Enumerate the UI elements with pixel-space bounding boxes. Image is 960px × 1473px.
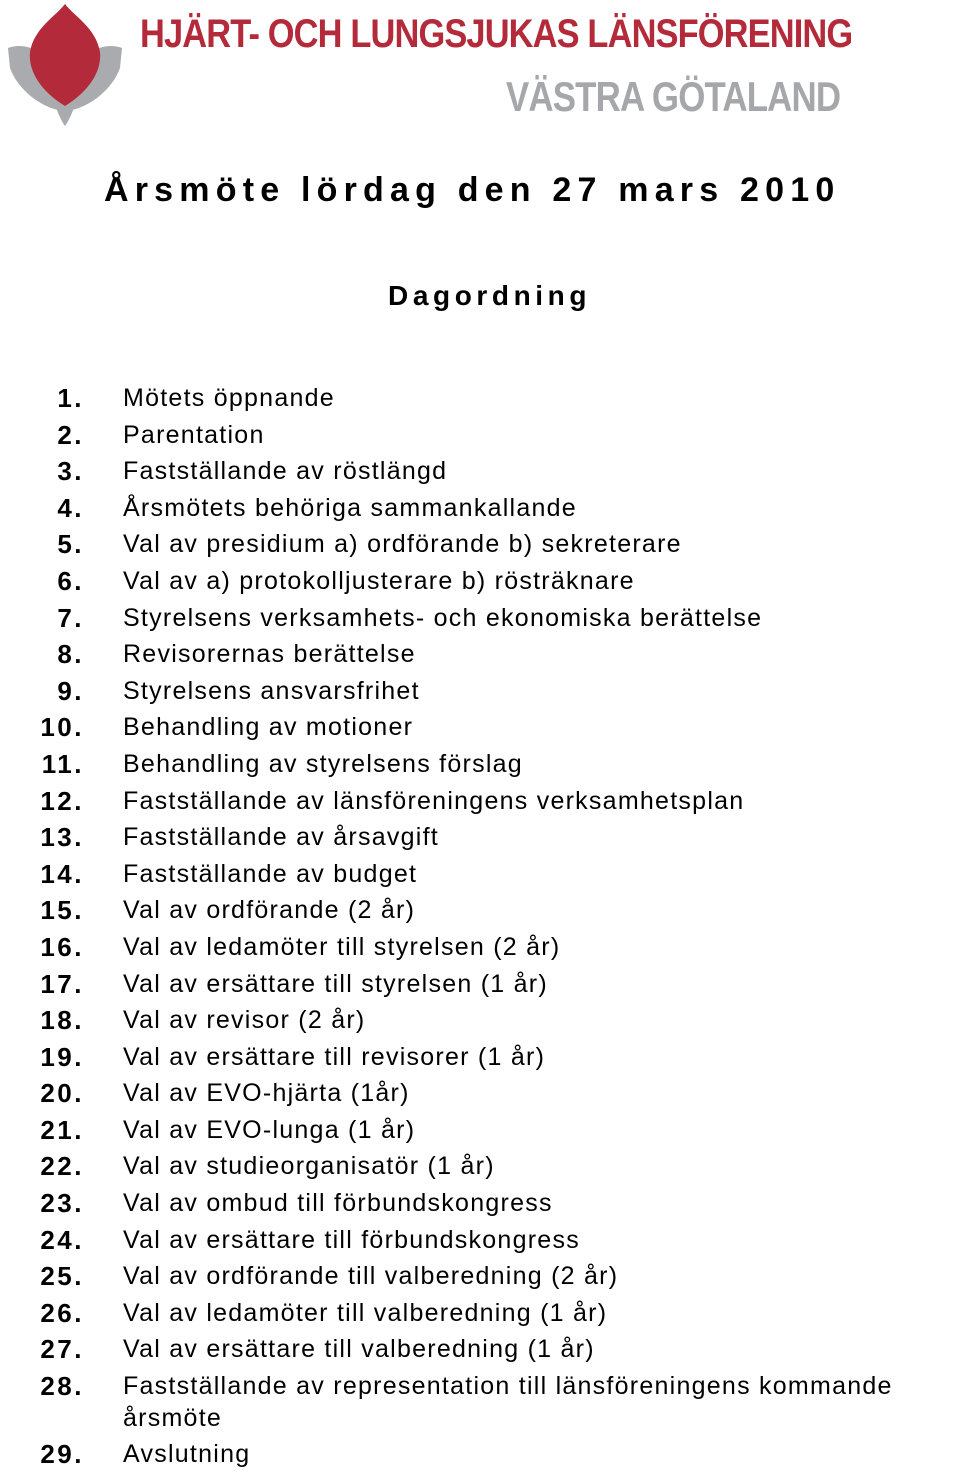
agenda-item-number: 7. bbox=[57, 602, 84, 633]
agenda-item bbox=[0, 709, 960, 746]
agenda-item-number: 19. bbox=[40, 1041, 84, 1072]
agenda-item-text: Val av studieorganisatör (1 år) bbox=[123, 1152, 495, 1181]
agenda-item-number: 29. bbox=[40, 1439, 84, 1470]
agenda-item-text: Revisorernas berättelse bbox=[123, 640, 416, 669]
agenda-item-number: 13. bbox=[40, 822, 84, 853]
agenda-item-number: 28. bbox=[40, 1371, 84, 1402]
agenda-item-number: 1. bbox=[57, 383, 84, 413]
agenda-item-text: Fastställande av röstlängd bbox=[123, 457, 448, 486]
agenda-item bbox=[0, 526, 960, 563]
agenda-item-text: Behandling av motioner bbox=[123, 713, 414, 742]
agenda-item-number: 11. bbox=[41, 748, 84, 779]
agenda-item bbox=[0, 783, 960, 820]
agenda-item bbox=[0, 490, 960, 527]
agenda-item-number: 23. bbox=[40, 1188, 84, 1219]
agenda-item-text: Styrelsens ansvarsfrihet bbox=[123, 676, 420, 705]
agenda-item-number: 24. bbox=[40, 1224, 84, 1255]
agenda-item bbox=[0, 892, 960, 929]
agenda-item-text: Styrelsens verksamhets- och ekonomiska berättelse bbox=[123, 603, 763, 632]
agenda-item-text: Fastställande av representation till länsföreningens kommande årsmöte bbox=[123, 1372, 893, 1433]
agenda-item-text: Årsmötets behöriga sammankallande bbox=[123, 493, 577, 522]
agenda-item bbox=[0, 673, 960, 710]
agenda-item-text: Val av ledamöter till styrelsen (2 år) bbox=[123, 932, 561, 961]
agenda-item-text: Val av EVO-lunga (1 år) bbox=[123, 1115, 416, 1144]
agenda-item-number: 12. bbox=[40, 785, 84, 816]
agenda-item bbox=[0, 1331, 960, 1368]
agenda-item bbox=[0, 380, 960, 417]
agenda-item bbox=[0, 636, 960, 673]
agenda-item bbox=[0, 1258, 960, 1295]
agenda-item-text: Fastställande av länsföreningens verksamhetsplan bbox=[123, 786, 745, 815]
agenda-item bbox=[0, 929, 960, 966]
tulip-logo-icon bbox=[4, 2, 126, 126]
agenda-item-number: 17. bbox=[40, 968, 84, 999]
agenda-item-number: 25. bbox=[40, 1261, 84, 1292]
agenda-item-text: Val av ersättare till förbundskongress bbox=[123, 1225, 580, 1254]
agenda-item-text: Parentation bbox=[123, 420, 265, 449]
agenda-item-text: Fastställande av årsavgift bbox=[123, 823, 439, 852]
agenda-item-number: 10. bbox=[40, 712, 84, 743]
agenda-item-number: 14. bbox=[40, 858, 84, 889]
agenda-item-number: 18. bbox=[40, 1005, 84, 1036]
agenda-item-number: 6. bbox=[57, 565, 84, 596]
agenda-item-text: Val av ersättare till revisorer (1 år) bbox=[123, 1042, 546, 1071]
agenda-item-number: 4. bbox=[57, 492, 84, 523]
agenda-item-number: 15. bbox=[40, 895, 84, 926]
agenda-item bbox=[0, 1295, 960, 1332]
organization-name: HJÄRT- OCH LUNGSJUKAS LÄNSFÖRENING bbox=[140, 12, 853, 56]
agenda-item bbox=[0, 1185, 960, 1222]
agenda-item-text: Val av presidium a) ordförande b) sekreterare bbox=[123, 530, 682, 559]
agenda-item-number: 27. bbox=[40, 1334, 84, 1365]
agenda-item bbox=[0, 856, 960, 893]
agenda-item bbox=[0, 966, 960, 1003]
agenda-list bbox=[0, 380, 960, 1473]
agenda-item-number: 5. bbox=[57, 529, 84, 560]
agenda-item bbox=[0, 819, 960, 856]
letterhead bbox=[0, 0, 960, 140]
agenda-item-text: Val av a) protokolljusterare b) rösträknare bbox=[123, 566, 635, 595]
agenda-item-number: 2. bbox=[57, 419, 84, 450]
agenda-item-text: Val av ordförande (2 år) bbox=[123, 896, 416, 925]
agenda-item-text: Val av ordförande till valberedning (2 år) bbox=[123, 1262, 619, 1291]
agenda-item-text: Val av ombud till förbundskongress bbox=[123, 1189, 553, 1218]
agenda-item bbox=[0, 1002, 960, 1039]
meeting-title: Årsmöte lördag den 27 mars 2010 bbox=[104, 171, 841, 209]
agenda-item-number: 9. bbox=[57, 675, 84, 706]
agenda-item-number: 26. bbox=[40, 1297, 84, 1328]
agenda-item bbox=[0, 1112, 960, 1149]
agenda-item-number: 22. bbox=[40, 1151, 84, 1182]
agenda-item bbox=[0, 600, 960, 637]
agenda-item bbox=[0, 1368, 960, 1436]
agenda-item-number: 16. bbox=[40, 931, 84, 962]
agenda-item-number: 21. bbox=[40, 1114, 84, 1145]
agenda-item-text: Avslutning bbox=[123, 1440, 251, 1469]
agenda-item-text: Behandling av styrelsens förslag bbox=[123, 749, 523, 778]
organization-region: VÄSTRA GÖTALAND bbox=[506, 73, 841, 120]
agenda-item-text: Val av EVO-hjärta (1år) bbox=[123, 1079, 410, 1108]
agenda-item bbox=[0, 746, 960, 783]
agenda-item bbox=[0, 563, 960, 600]
agenda-item bbox=[0, 1222, 960, 1259]
agenda-heading: Dagordning bbox=[388, 280, 592, 311]
agenda-item-number: 20. bbox=[40, 1078, 84, 1109]
agenda-item-text: Val av revisor (2 år) bbox=[123, 1006, 366, 1035]
agenda-item-text: Val av ledamöter till valberedning (1 år) bbox=[123, 1298, 608, 1327]
agenda-item-text: Fastställande av budget bbox=[123, 859, 418, 888]
agenda-item-text: Mötets öppnande bbox=[123, 384, 335, 412]
agenda-item-text: Val av ersättare till styrelsen (1 år) bbox=[123, 969, 548, 998]
agenda-item bbox=[0, 1436, 960, 1473]
agenda-item-text: Val av ersättare till valberedning (1 år) bbox=[123, 1335, 595, 1364]
agenda-item bbox=[0, 1039, 960, 1076]
agenda-item-number: 3. bbox=[57, 456, 84, 487]
agenda-item bbox=[0, 453, 960, 490]
agenda-item bbox=[0, 417, 960, 454]
agenda-item-number: 8. bbox=[57, 639, 84, 670]
agenda-item bbox=[0, 1148, 960, 1185]
agenda-item bbox=[0, 1075, 960, 1112]
